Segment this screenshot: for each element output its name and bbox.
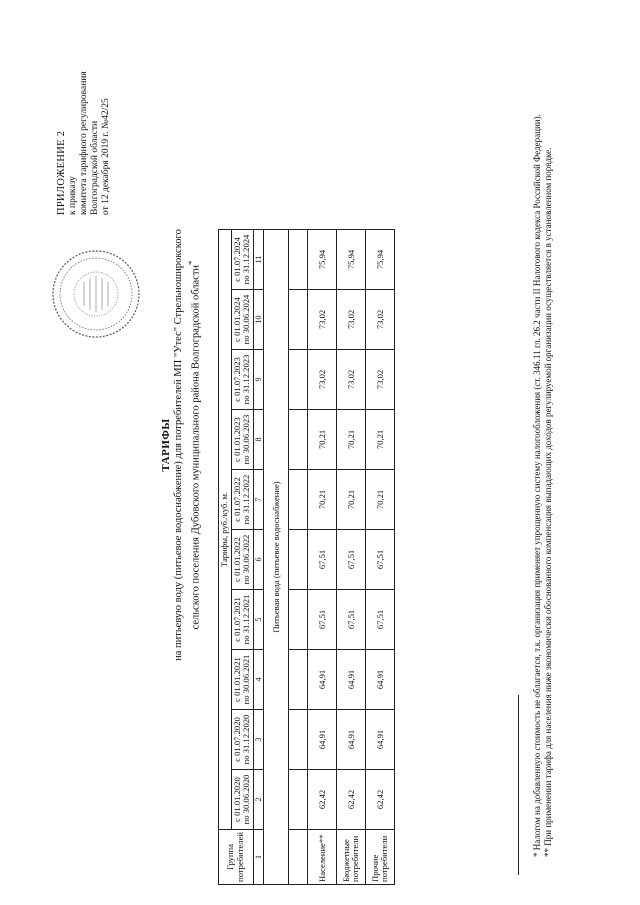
column-numbers-row <box>253 230 264 885</box>
table-row <box>366 230 395 885</box>
blank-cell <box>289 830 308 885</box>
column-number: 1 <box>253 830 264 885</box>
tariff-value: 67,51 <box>337 590 366 650</box>
title-line: на питьевую воду (питьевое водоснабжение) для потребителей МП "Утес" Стрельноширокского <box>173 229 184 661</box>
periods-row <box>231 230 253 885</box>
column-number: 3 <box>253 710 264 770</box>
document-title <box>160 135 203 755</box>
title-main: ТАРИФЫ <box>160 418 172 472</box>
tariff-value: 73,02 <box>337 350 366 410</box>
group-header: Группа потребителей <box>219 830 254 885</box>
period-end: по 30.06.2024 <box>241 294 252 345</box>
period-start: с 01.07.2022 <box>231 477 242 522</box>
period-end: по 30.06.2022 <box>241 534 252 585</box>
period-header <box>231 710 253 770</box>
blank-row <box>289 230 308 885</box>
tariffs-table <box>218 229 395 885</box>
tariff-value: 75,94 <box>366 230 395 290</box>
consumer-group: Прочие потребители <box>366 830 395 885</box>
footnote-rule <box>518 695 519 875</box>
period-end: по 30.06.2023 <box>241 414 252 465</box>
table-header-row <box>219 230 232 885</box>
tariff-value: 70,21 <box>308 410 337 470</box>
consumer-group: Население** <box>308 830 337 885</box>
blank-cell <box>289 710 308 770</box>
section-title: Питьевая вода (питьевое водоснабжение) <box>264 230 289 885</box>
period-header <box>231 350 253 410</box>
period-header <box>231 770 253 830</box>
tariff-value: 64,91 <box>366 650 395 710</box>
period-header <box>231 590 253 650</box>
column-number: 6 <box>253 530 264 590</box>
period-start: с 01.07.2020 <box>231 717 242 762</box>
blank-cell <box>289 770 308 830</box>
period-end: по 31.12.2023 <box>241 354 252 405</box>
period-start: с 01.07.2024 <box>231 237 242 282</box>
period-start: с 01.01.2022 <box>231 537 242 582</box>
period-start: с 01.07.2023 <box>231 357 242 402</box>
column-number: 8 <box>253 410 264 470</box>
period-header <box>231 290 253 350</box>
period-end: по 30.06.2021 <box>241 654 252 705</box>
official-seal-icon <box>50 248 142 340</box>
tariff-value: 73,02 <box>366 350 395 410</box>
tariff-value: 67,51 <box>366 530 395 590</box>
period-header <box>231 530 253 590</box>
tariff-value: 64,91 <box>337 710 366 770</box>
appendix-date: от 12 декабря 2019 г. №42/25 <box>101 98 111 215</box>
blank-cell <box>289 290 308 350</box>
tariff-value: 75,94 <box>337 230 366 290</box>
footnote-2: ** При применении тарифа для населения ниже экономически обоснованного компенсация выпадающих доходов регулируемой организации осуществляется в установленном порядке. <box>543 147 553 857</box>
column-number: 11 <box>253 230 264 290</box>
blank-cell <box>289 590 308 650</box>
column-number: 7 <box>253 470 264 530</box>
column-number: 9 <box>253 350 264 410</box>
blank-cell <box>289 350 308 410</box>
period-end: по 31.12.2020 <box>241 714 252 765</box>
tariff-value: 70,21 <box>366 410 395 470</box>
blank-cell <box>289 470 308 530</box>
tariff-value: 73,02 <box>337 290 366 350</box>
tariff-value: 64,91 <box>308 710 337 770</box>
tariff-value: 64,91 <box>308 650 337 710</box>
appendix-line: к приказу <box>68 176 78 215</box>
tariff-value: 62,42 <box>308 770 337 830</box>
period-start: с 01.01.2021 <box>231 657 242 702</box>
tariff-value: 62,42 <box>337 770 366 830</box>
column-number: 2 <box>253 770 264 830</box>
tariff-header: Тарифы, руб./куб. м. <box>219 230 232 830</box>
tariff-value: 70,21 <box>337 470 366 530</box>
tariff-value: 67,51 <box>308 590 337 650</box>
tariff-value: 75,94 <box>308 230 337 290</box>
appendix-title: ПРИЛОЖЕНИЕ 2 <box>56 130 67 215</box>
tariff-value: 70,21 <box>337 410 366 470</box>
tariff-value: 70,21 <box>366 470 395 530</box>
appendix-line: комитета тарифного регулирования <box>79 71 89 215</box>
column-number: 4 <box>253 650 264 710</box>
appendix-header <box>56 71 112 215</box>
period-end: по 31.12.2022 <box>241 474 252 525</box>
table-row <box>337 230 366 885</box>
tariff-value: 64,91 <box>337 650 366 710</box>
period-header <box>231 470 253 530</box>
tariff-value: 70,21 <box>308 470 337 530</box>
column-number: 5 <box>253 590 264 650</box>
blank-cell <box>289 530 308 590</box>
period-header <box>231 650 253 710</box>
period-end: по 31.12.2024 <box>241 234 252 285</box>
period-end: по 31.12.2021 <box>241 594 252 645</box>
period-start: с 01.01.2024 <box>231 297 242 342</box>
period-start: с 01.01.2020 <box>231 777 242 822</box>
tariff-value: 67,51 <box>308 530 337 590</box>
period-header <box>231 410 253 470</box>
tariff-value: 73,02 <box>308 350 337 410</box>
consumer-group: Бюджетные потребители <box>337 830 366 885</box>
period-start: с 01.01.2023 <box>231 417 242 462</box>
appendix-line: Волгоградской области <box>90 120 100 215</box>
period-end: по 30.06.2020 <box>241 774 252 825</box>
title-line: сельского поселения Дубовского муниципального района Волгоградской области* <box>186 260 202 630</box>
footnotes <box>532 40 554 875</box>
blank-cell <box>289 650 308 710</box>
table-row <box>308 230 337 885</box>
period-header <box>231 230 253 290</box>
tariff-value: 62,42 <box>366 770 395 830</box>
blank-cell <box>289 410 308 470</box>
tariff-value: 73,02 <box>308 290 337 350</box>
period-start: с 01.07.2021 <box>231 597 242 642</box>
tariff-value: 73,02 <box>366 290 395 350</box>
blank-cell <box>289 230 308 290</box>
footnote-1: * Налогом на добавленную стоимость не облагается, т.к. организация применяет упрощенную систему налогообложения (ст. 346.11 гл. 26.2 части II Налогового кодекса Российской Федерации). <box>532 114 542 857</box>
tariff-value: 67,51 <box>366 590 395 650</box>
tariff-value: 67,51 <box>337 530 366 590</box>
column-number: 10 <box>253 290 264 350</box>
tariff-value: 64,91 <box>366 710 395 770</box>
section-row <box>264 230 289 885</box>
